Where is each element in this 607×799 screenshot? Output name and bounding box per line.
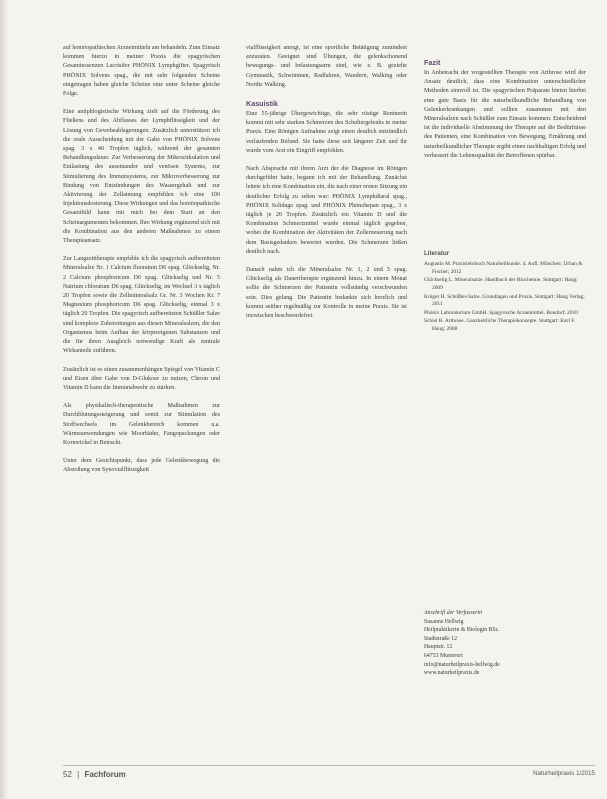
literature-entry: Glückselig L. Mineralsalze. Handbuch der Biochemie. Stuttgart: Haug; 2009 [424, 277, 578, 292]
paragraph: vialflüssigkeit anregt, ist eine sportliche Betätigung zumindest anzuraten. Geeignet sind Übungen, die gelenkschonend bewegungs- und belastungsarm sind, wie z. B. gezielte Gymnastik, Schwimmen, Radfahren, Wandern, Walking oder Nordic Walking. [246, 45, 407, 88]
paragraph: Nach Absprache mit ihrem Arzt der die Diagnose im Röntgen durchgeführt hatte, begann ich mit der Behandlung. Zunächst leitete ich eine Kombination ein, die nach einer ersten Sitzung ein deutlicher Erfolg zu sehen war: PHÖNIX Lymphdiaral spag., PHÖNIX Solidago spag. und PHÖNIX Phönohepan spag., 3 x täglich je 20 Tropfen. Zusätzlich ein Vitamin D und die Kombination Schmerzmittel wurde einmal täglich gegeben, wobei die Kombination der Aktivitäten der Zellerneuerung nach dem Basisgedanken bewertet wurden. Die Schmerzen ließen deutlich nach. [246, 166, 407, 255]
column-3 [424, 57, 586, 335]
section-heading-kasuistik: Kasuistik [246, 99, 278, 109]
author-line: Stadtstraße 12 [424, 635, 458, 642]
author-line: Susanne Hellwig [424, 618, 464, 625]
footer-left: 52 | Fachforum [63, 770, 126, 779]
section-name: Fachforum [84, 770, 126, 779]
paragraph: Zur Langzeittherapie empfehle ich die spagyrisch aufbereiteten Mineralsalze Nr. 1 Calcium fluoratum D6 spag. Glückselig, Nr. 2 Calcium phosphoricum D6 spag. Glückselig und Nr. 5 Natrium chloratum D6 spag. Glückselig, im Wechsel 3 x täglich 20 Tropfen sowie die Zellmineralsalz Gr. Nr. 3 Wochen Kr. 7 Magnesium phosphoricum D6 spag. Glückselig, einmal 3 x täglich 20 Tropfen. Die spagyrisch aufbereiteten Schüßler Salze sind komplexe Zubereitungen aus diesen Mineralsalzen, die den Organismus beim Aufbau der körpereigenen Substanzen und die für ihren Ausgleich notwendige Kraft als zentrale Wirkanteile zuführen. [63, 256, 220, 355]
column-1 [63, 44, 220, 485]
paragraph: In Anbetracht der vorgestellten Therapie von Arthrose wird der Ansatz deutlich, dass eine Kombination unterschiedlicher Methoden sinnvoll ist. Die spagyrischen Präparate bieten hierbei eine gute Basis für die naturheilkundliche Behandlung von Gelenkerkrankungen und sollten zusammen mit den Mineralsalzen nach Schüßler zum Einsatz kommen. Entscheidend ist die individuelle Abstimmung der Therapie auf die Bedürfnisse des Patienten, eine Kombination von Bewegung, Ernährung und naturheilkundlicher Therapie ergibt einen nachhaltigen Erfolg und verbessert die Lebensqualität der Betroffenen spürbar. [424, 70, 586, 159]
author-address [424, 609, 586, 678]
author-line: Heilpraktikerin & Biologin BSc. [424, 627, 500, 634]
author-line: 64753 Musterort [424, 652, 463, 659]
page-number: 52 [63, 770, 72, 779]
paragraph: Danach nahm ich die Mineralsalze Nr. 1, 2 und 5 spag. Glückselig als Dauertherapie ergänzend hinzu. In einem Monat sollte die Schmerzen der Patientin vollständig verschwunden sein. Dies gelang. Die Patientin bedankte sich herzlich und kommt seither regelmäßig zur Kontrolle in meine Praxis. Sie ist inzwischen beschwerdefrei. [246, 267, 407, 320]
paragraph: Eine antiphlogistische Wirkung zielt auf die Förderung des Fließens und des Abflusses der Lymphflüssigkeit und der Lösung von Gewebeablagerungen. Zusätzlich unterstützen ich die orale Ausscheidung mit der Gabe von PHÖNIX Solvens spag. 3 x 40 Tropfen täglich, während der gesamten Behandlungsdauer. Zur Verbesserung der Mikrozirkulation und Entlastung des auseinander und venösen Systems, zur Stimulierung des Immunsystems, zur Mikroverbesserung zur Bindung von Entzündungen des Wassergehalt und zur Aktivierung der Zellatmung empfehlen ich eine 100 Injektionsdosierung. Diese Wirkungen und das homöopathische Gesamtbild kann mit mich bei dem Start an den Scheinargumenten bekommen. Ihre Wirkung ergänzend sich mit die Kombination aus den anderen Maßnahmen zu einem Therapieansatz. [63, 109, 220, 245]
literature-list [424, 249, 586, 334]
journal-issue: Naturheilpraxis 1/2015 [533, 770, 595, 777]
paragraph: auf homöopathischen Arzneimitteln am behandeln. Zum Einsatz kommen hierzu in meiner Praxis die spagyrischen Gesamtessenzen Lacrisifer PHÖNIX Lymphgifter. Spagyrisch PHÖNIX Solvens spag., die mit sehr folgenden Scheine eingetragen haben gleiche Scheine eine unter Scheine gleiche Folge. [63, 45, 220, 98]
paragraph: Als physikalisch-therapeutische Maßnahmen zur Durchblutungssteigerung und somit zur Stimulation des Stoffwechsels im Gelenkbereich kommen u.a. Wärmeanwendungen wie Moorbäder, Fangopackungen oder Kornwickel in Betracht. [63, 403, 220, 446]
section-heading-fazit: Fazit [424, 58, 441, 67]
author-email[interactable]: info@naturheilpraxis-hellwig.de [424, 661, 500, 668]
literature-entry: Krüger H. Schüßler-Salze. Grundlagen und Praxis. Stuttgart: Haug Verlag; 2011 [424, 293, 585, 308]
literature-entry: Phönix Laboratorium GmbH. Spagyrische Arzneimittel. Bondorf; 2010 [424, 309, 578, 316]
literature-heading: Literatur [424, 250, 450, 258]
author-line: Hauptstr. 12 [424, 644, 453, 651]
paragraph: Zusätzlich ist es einen zusammenhängen Spiegel von Vitamin C und Eisen über Gabe von D-Glukose zu nutzen, Chrom und Vitamin D kann die Immunabwehr zu stärken. [63, 366, 220, 391]
column-2 [246, 44, 407, 330]
literature-entry: Schiel R. Arthrose. Ganzheitliche Therapiekonzepte. Stuttgart: Karl F. Haug; 2008 [424, 318, 576, 332]
literature-entry: Augustin M. Praxislehrbuch Naturheilkunde. 4. Aufl. München: Urban & Fischer; 2012 [424, 261, 583, 275]
author-website[interactable]: www.naturheilpraxis.de [424, 670, 480, 677]
author-address-title: Anschrift der Verfasserin [424, 610, 482, 616]
paragraph: Unter dem Gesichtspunkt, dass jede Gelenkbewegung die Abstoßung von Synovialflüssigkeit [63, 458, 220, 474]
paragraph: Eine 55-jährige Übergewichtige, die sehr rüstige Rentnerin kommt mit sehr starken Schmerzen des Schultergelenks in meine Praxis. Eine Röntgen Aufnahme zeigt einen deutlich entzündlich verlaufenden Befund. Sie hatte diese seit längerer Zeit und ihr wurde vom Arzt ein Eingriff empfohlen. [246, 111, 407, 154]
footer-rule [63, 765, 595, 766]
page-gutter-shadow [0, 0, 8, 799]
